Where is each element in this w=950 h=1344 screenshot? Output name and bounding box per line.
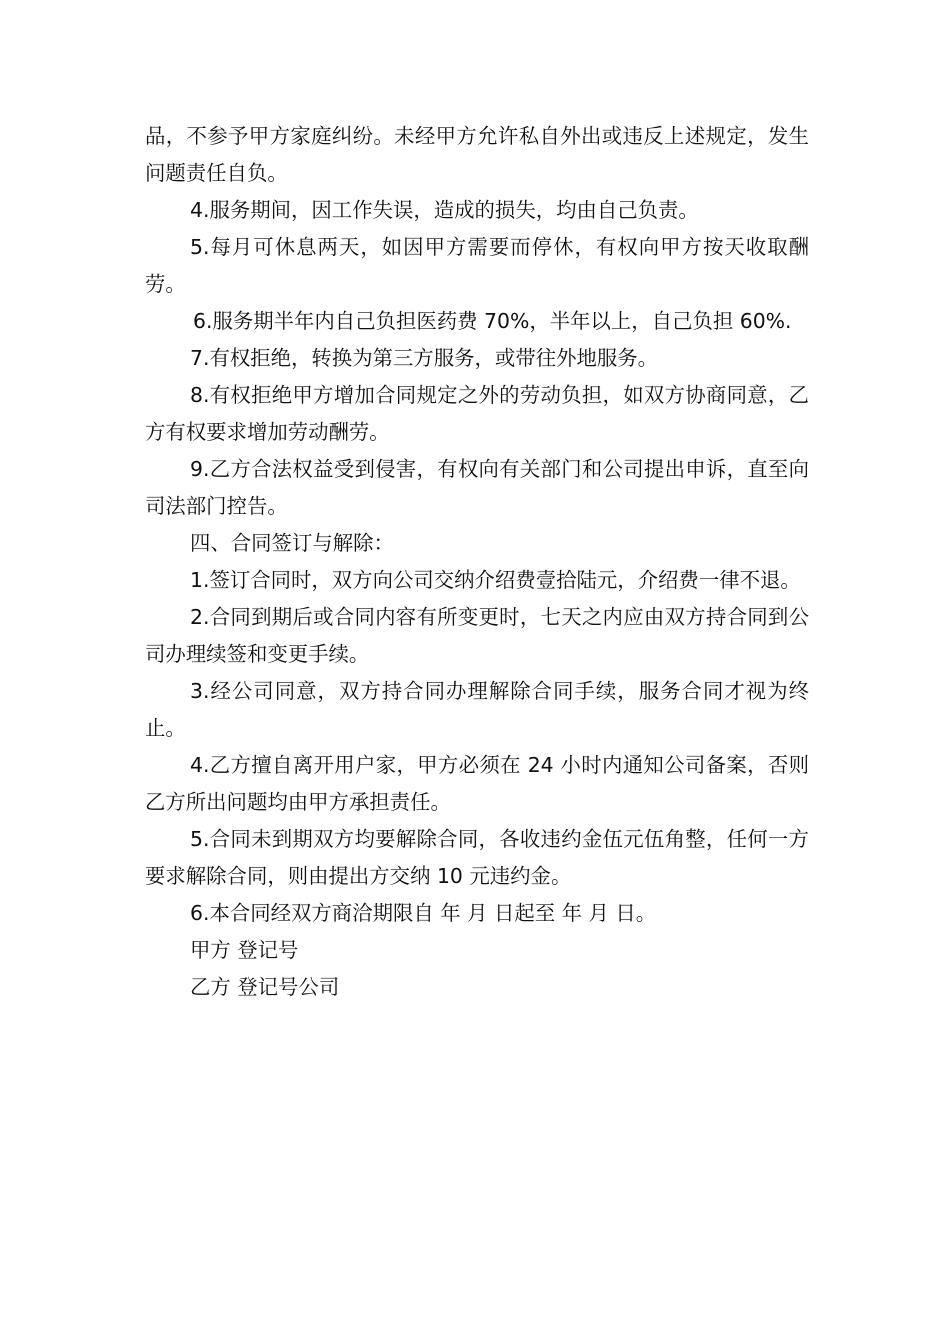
contract-body — [145, 118, 809, 1006]
paragraph-introduction-fee: 1.签订合同时，双方向公司交纳介绍费壹拾陆元，介绍费一律不退。 — [190, 568, 801, 592]
paragraph-contract-term: 6.本合同经双方商洽期限自 年 月 日起至 年 月 日。 — [190, 901, 657, 925]
paragraph-leaving-household: 4.乙方擅自离开用户家，甲方必须在 24 小时内通知公司备案，否则乙方所出问题均由甲方承担责任。 — [145, 753, 809, 814]
paragraph-breach-penalty: 5.合同未到期双方均要解除合同，各收违约金伍元伍角整，任何一方要求解除合同，则由提出方交纳 10 元违约金。 — [145, 827, 809, 888]
paragraph-continuation: 品，不参予甲方家庭纠纷。未经甲方允许私自外出或违反上述规定，发生问题责任自负。 — [145, 124, 809, 185]
paragraph-renewal: 2.合同到期后或合同内容有所变更时，七天之内应由双方持合同到公司办理续签和变更手续。 — [145, 605, 809, 666]
paragraph-medical-costs: 6.服务期半年内自己负担医药费 70%，半年以上，自己负担 60%. — [193, 309, 792, 333]
section-heading-signing-termination: 四、合同签订与解除： — [190, 531, 394, 555]
party-b-registration: 乙方 登记号公司 — [190, 975, 340, 999]
paragraph-rest-days: 5.每月可休息两天，如因甲方需要而停休，有权向甲方按天收取酬劳。 — [145, 235, 809, 296]
paragraph-service-liability: 4.服务期间，因工作失误，造成的损失，均由自己负责。 — [190, 198, 699, 222]
paragraph-extra-labor: 8.有权拒绝甲方增加合同规定之外的劳动负担，如双方协商同意，乙方有权要求增加劳动酬劳。 — [145, 383, 809, 444]
paragraph-termination: 3.经公司同意，双方持合同办理解除合同手续，服务合同才视为终止。 — [145, 679, 809, 740]
paragraph-legal-rights: 9.乙方合法权益受到侵害，有权向有关部门和公司提出申诉，直至向司法部门控告。 — [145, 457, 809, 518]
party-a-registration: 甲方 登记号 — [190, 938, 299, 962]
paragraph-refuse-transfer: 7.有权拒绝，转换为第三方服务，或带往外地服务。 — [190, 346, 659, 370]
